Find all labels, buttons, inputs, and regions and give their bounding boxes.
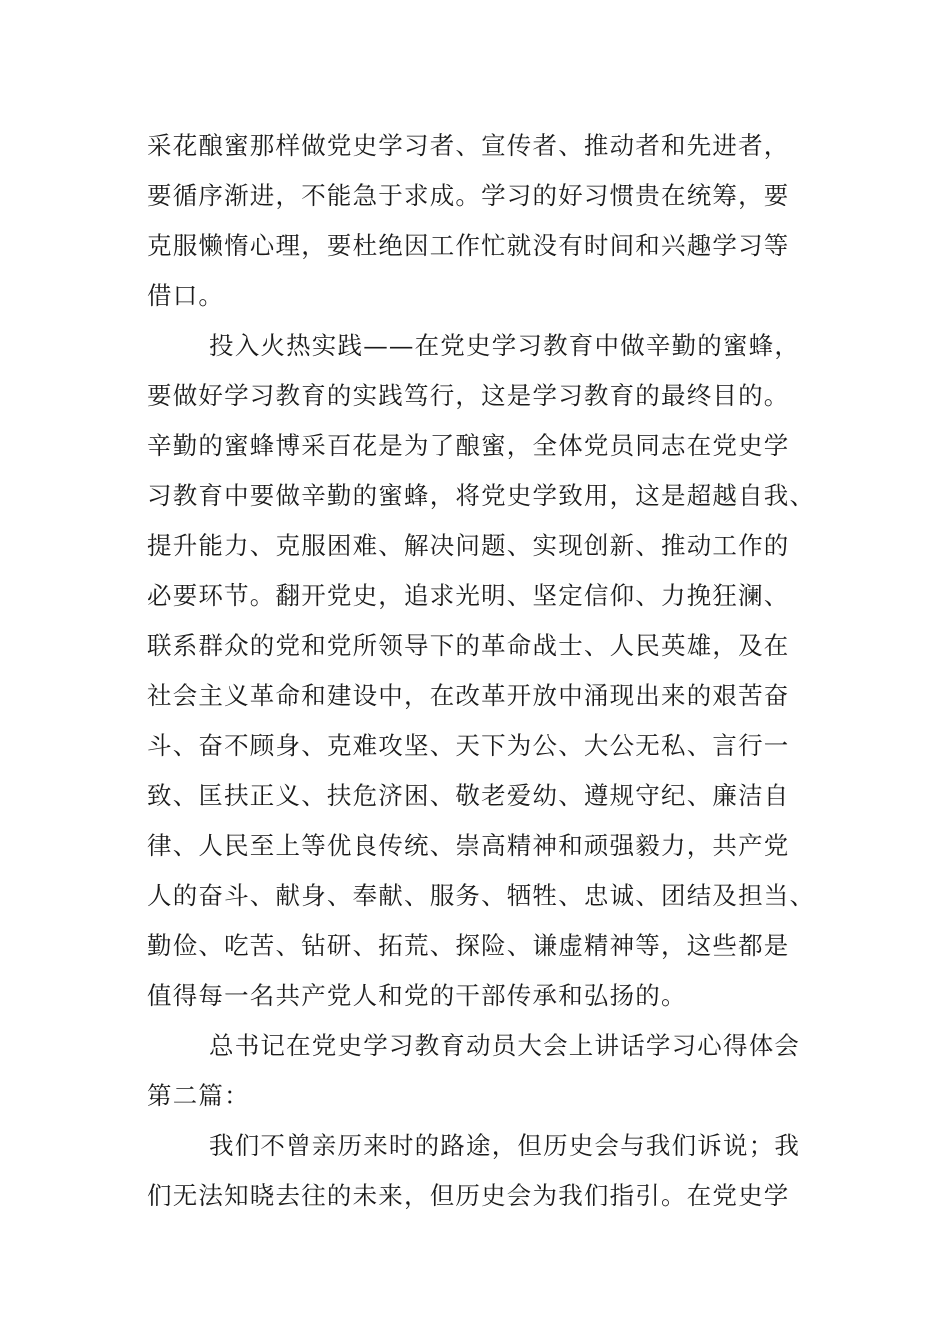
text-line: 要循序渐进，不能急于求成。学习的好习惯贵在统筹，要 [147, 181, 790, 210]
text-line: 提升能力、克服困难、解决问题、实现创新、推动工作的 [147, 531, 790, 560]
text-line: 斗、奋不顾身、克难攻坚、天下为公、大公无私、言行一 [147, 731, 790, 760]
text-line: 们无法知晓去往的未来，但历史会为我们指引。在党史学 [147, 1181, 790, 1210]
text-line: 联系群众的党和党所领导下的革命战士、人民英雄，及在 [147, 631, 790, 660]
text-line: 要做好学习教育的实践笃行，这是学习教育的最终目的。 [147, 381, 790, 410]
text-line: 人的奋斗、献身、奉献、服务、牺牲、忠诚、团结及担当、 [147, 881, 816, 910]
text-line: 克服懒惰心理，要杜绝因工作忙就没有时间和兴趣学习等 [147, 231, 790, 260]
text-line: 习教育中要做辛勤的蜜蜂，将党史学致用，这是超越自我、 [147, 481, 816, 510]
text-line: 律、人民至上等优良传统、崇高精神和顽强毅力，共产党 [147, 831, 790, 860]
text-line: 勤俭、吃苦、钻研、拓荒、探险、谦虚精神等，这些都是 [147, 931, 790, 960]
text-line: 社会主义革命和建设中，在改革开放中涌现出来的艰苦奋 [147, 681, 790, 710]
document-body [147, 128, 816, 1228]
text-line: 必要环节。翻开党史，追求光明、坚定信仰、力挽狂澜、 [147, 581, 790, 610]
text-line: 借口。 [147, 281, 225, 310]
section-heading-line: 第二篇： [147, 1081, 250, 1110]
text-line: 致、匡扶正义、扶危济困、敬老爱幼、遵规守纪、廉洁自 [147, 781, 790, 810]
section-heading-line: 总书记在党史学习教育动员大会上讲话学习心得体会 [209, 1031, 801, 1060]
text-line: 值得每一名共产党人和党的干部传承和弘扬的。 [147, 981, 687, 1010]
paragraph-first-line: 投入火热实践——在党史学习教育中做辛勤的蜜蜂， [209, 331, 801, 360]
paragraph-first-line: 我们不曾亲历来时的路途，但历史会与我们诉说；我 [209, 1131, 801, 1160]
text-line: 采花酿蜜那样做党史学习者、宣传者、推动者和先进者， [147, 131, 790, 160]
text-line: 辛勤的蜜蜂博采百花是为了酿蜜，全体党员同志在党史学 [147, 431, 790, 460]
